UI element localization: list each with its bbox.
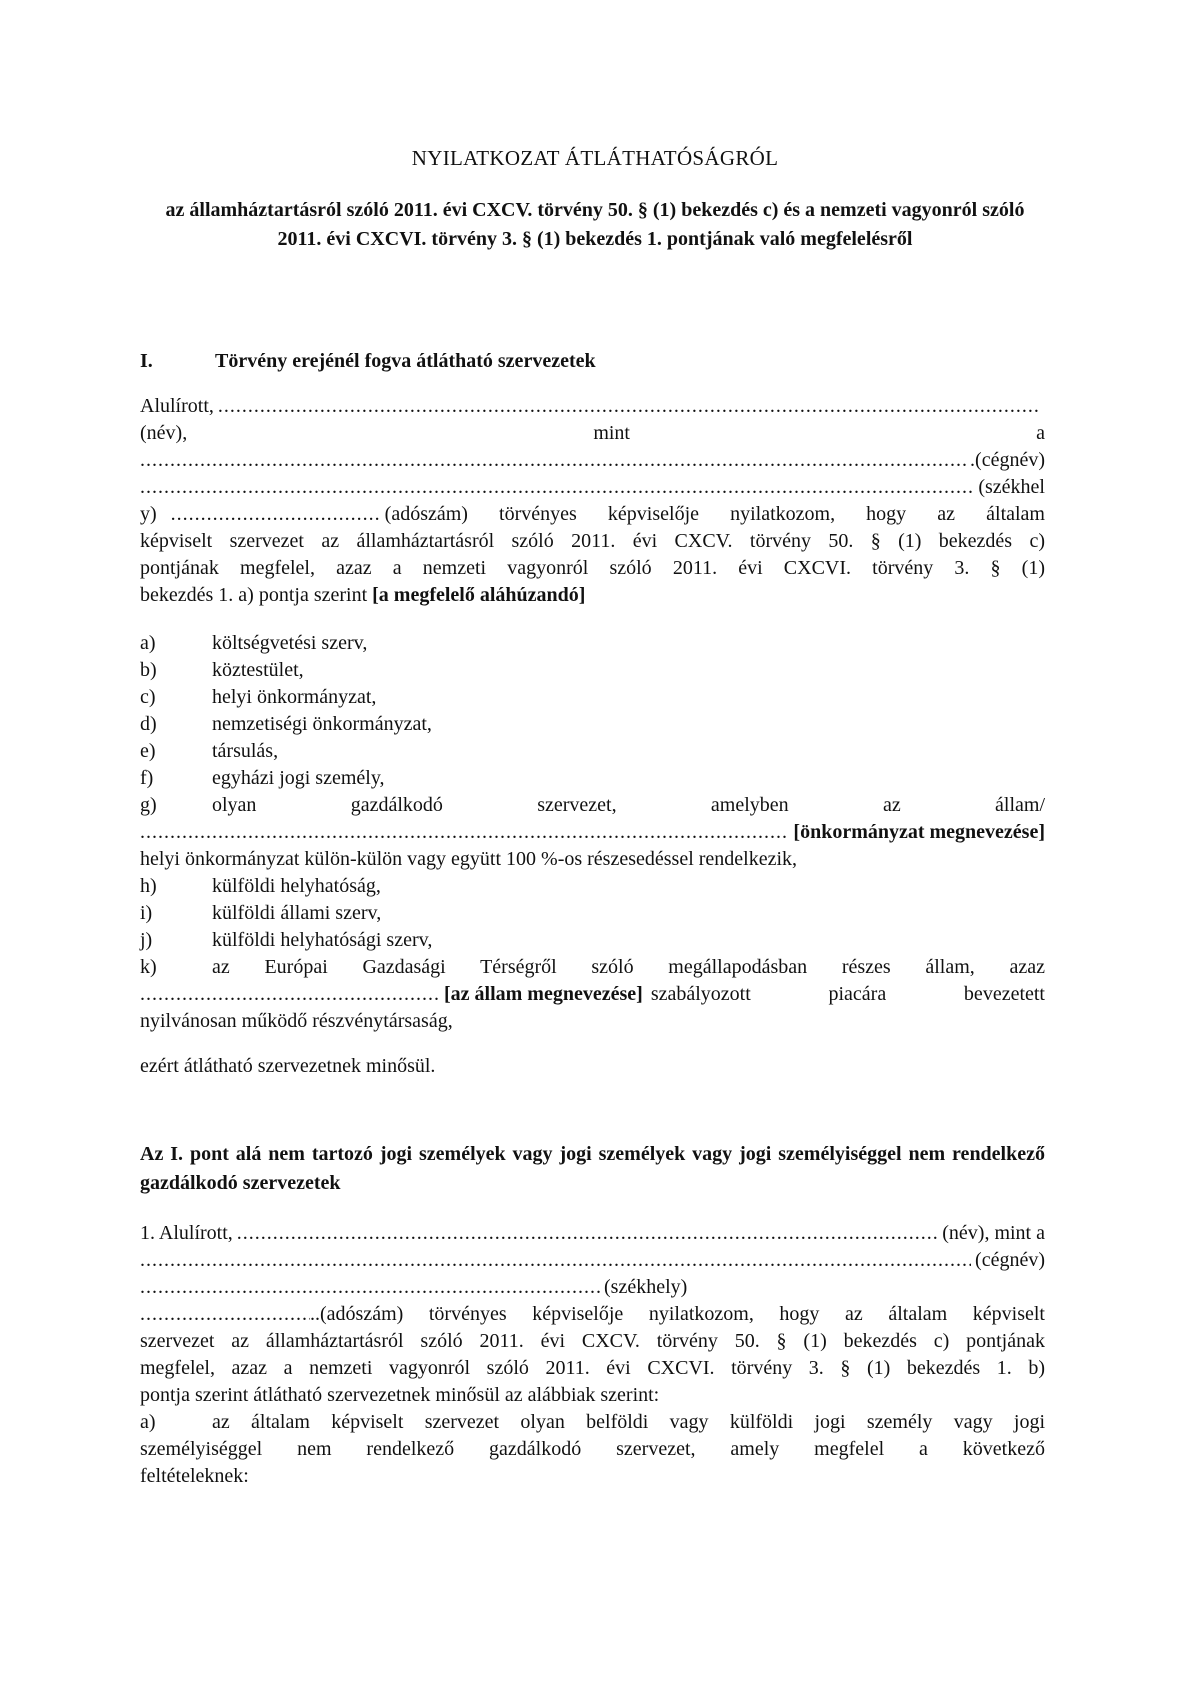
company-line: ..... .(cégnév) [140,447,1045,474]
section-1-title: Törvény erejénél fogva átlátható szervezetek [215,350,596,372]
tax-line: y) ..... (adószám) törvényes képviselője nyilatkozom, hogy az általam [140,501,1045,528]
state-line: ..... [az állam megnevezése] szabályozott piacára bevezetett [140,981,1045,1008]
list-item: c) helyi önkormányzat, [140,686,377,708]
s2-company-fill-dots [140,1247,971,1274]
document-title: NYILATKOZAT ÁTLÁTHATÓSÁGRÓL [411,146,779,170]
s2-seat-fill-dots [140,1274,600,1301]
list-item: i) külföldi állami szerv, [140,902,382,924]
s2-para-line-2: szervezet az államháztartásról szóló 2011. évi CXCV. törvény 50. § (1) bekezdés c) pontjának [140,1330,1045,1352]
s2-item-a-line-2: személyiséggel nem rendelkező gazdálkodó szervezet, amely megfelel a következő [140,1438,1045,1460]
item-g-continuation: helyi önkormányzat külön-külön vagy együtt 100 %-os részesedéssel rendelkezik, [140,848,798,870]
section-2-heading: Az I. pont alá nem tartozó jogi személyek vagy jogi személyek vagy jogi személyiséggel nem rendelkező gazdálkodó szervezetek [140,1143,1045,1194]
para-1-line-4: bekezdés 1. a) pontja szerint [a megfelelő aláhúzandó] [140,584,586,606]
underline-instruction: [a megfelelő aláhúzandó] [372,584,586,606]
name-mint-line: (név), mint a [140,422,1045,444]
seat-line: ..... (székhel [140,474,1045,501]
seat-fill-dots [140,474,974,501]
s2-item-a: a) az általam képviselt szervezet olyan belföldi vagy külföldi jogi személy vagy jogi [140,1411,1045,1433]
s2-tax-line: ..... ..(adószám) törvényes képviselője nyilatkozom, hogy az általam képviselt [140,1301,1045,1328]
tax-fill-dots [171,501,381,528]
list-item: j) külföldi helyhatósági szerv, [140,929,433,951]
section-1-number: I. [140,350,153,372]
section-2-body [140,1220,1045,1490]
section-1-closing: ezért átlátható szervezetnek minősül. [140,1055,436,1077]
section-1-body [140,393,1045,1080]
list-item: f) egyházi jogi személy, [140,767,385,789]
name-line: Alulírott, ..... [140,393,1045,420]
municipality-line: ..... [önkormányzat megnevezése] [140,819,1045,846]
s2-company-line: ..... (cégnév) [140,1247,1045,1274]
municipality-fill-dots [140,819,789,846]
list-item: h) külföldi helyhatóság, [140,875,381,897]
s2-name-line: 1. Alulírott, ..... (név), mint a [140,1220,1045,1247]
s2-tax-fill-dots [140,1301,310,1328]
s2-para-line-3: megfelel, azaz a nemzeti vagyonról szóló 2011. évi CXCVI. törvény 3. § (1) bekezdés 1. b) [140,1357,1045,1379]
name-fill-dots [218,393,1041,420]
para-1-line-2: képviselt szervezet az államháztartásról szóló 2011. évi CXCV. törvény 50. § (1) bekezdés c) [140,530,1045,552]
list-item: b) köztestület, [140,659,304,681]
list-item: e) társulás, [140,740,279,762]
list-item-k: k) az Európai Gazdasági Térségről szóló megállapodásban részes állam, azaz [140,956,1045,978]
state-fill-dots [140,981,440,1008]
s2-seat-line: ..... (székhely) [140,1274,1045,1301]
item-k-continuation: nyilvánosan működő részvénytársaság, [140,1010,453,1032]
s2-item-a-line-3: feltételeknek: [140,1465,249,1487]
s2-name-fill-dots [237,1220,938,1247]
list-item: d) nemzetiségi önkormányzat, [140,713,432,735]
list-item-g: g) olyan gazdálkodó szervezet, amelyben az állam/ [140,794,1045,816]
document-subtitle: az államháztartásról szóló 2011. évi CXCV. törvény 50. § (1) bekezdés c) és a nemzeti vagyonról szóló 2011. évi CXCVI. törvény 3. § (1) bekezdés 1. pontjának való megfelelésről [165,199,1025,250]
para-1-line-3: pontjának megfelel, azaz a nemzeti vagyonról szóló 2011. évi CXCVI. törvény 3. § (1) [140,557,1045,579]
s2-para-line-4: pontja szerint átlátható szervezetnek minősül az alábbiak szerint: [140,1384,660,1406]
section-1-heading [140,348,596,375]
list-item: a) költségvetési szerv, [140,632,368,654]
company-fill-dots [140,447,966,474]
